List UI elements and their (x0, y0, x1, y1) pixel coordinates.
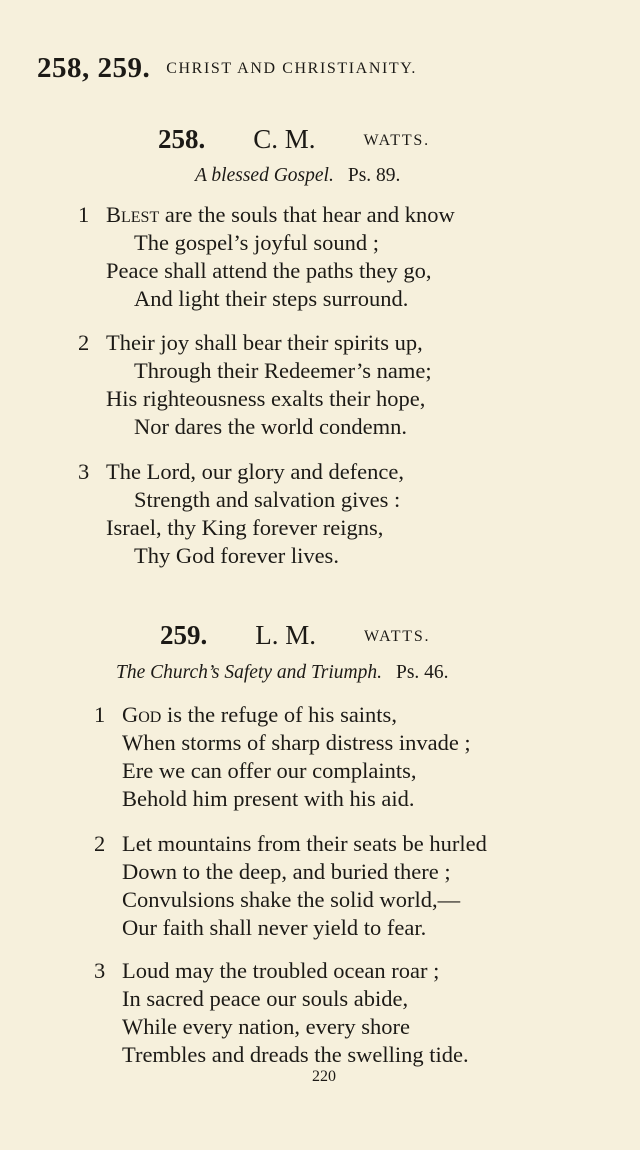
verse-number: 1 (94, 702, 106, 727)
verse-line: Loud may the troubled ocean roar ; (122, 958, 440, 983)
verse-first-word: Blest (106, 202, 160, 227)
verse-line: Blest are the souls that hear and know (106, 202, 455, 227)
verse-line: Israel, thy King forever reigns, (106, 515, 384, 540)
verse-line: Let mountains from their seats be hurled (122, 831, 487, 856)
hymn-258-heading (158, 124, 430, 155)
hymn-258-subtitle (195, 165, 400, 187)
verse-line: In sacred peace our souls abide, (122, 986, 409, 1011)
verse-line: Behold him present with his aid. (122, 786, 415, 811)
hymn-259-subtitle (116, 662, 449, 684)
running-head-numbers: 258, 259. (37, 52, 151, 84)
verse-line: Our faith shall never yield to fear. (122, 915, 427, 940)
hymn-author: WATTS. (363, 132, 430, 149)
verse-line: The gospel’s joyful sound ; (134, 230, 379, 255)
verse-line: God is the refuge of his saints, (122, 702, 397, 727)
verse-first-word: God (122, 702, 162, 727)
verse-number: 2 (78, 330, 90, 355)
verse-line: Down to the deep, and buried there ; (122, 859, 451, 884)
running-head (37, 52, 417, 85)
verse-line: Convulsions shake the solid world,— (122, 887, 461, 912)
hymn-259-heading (160, 620, 430, 651)
hymn-number: 258. (158, 124, 206, 154)
hymn-reference: Ps. 46. (395, 662, 449, 683)
hymn-subtitle-text: The Church’s Safety and Triumph. (116, 662, 382, 683)
verse-number: 3 (94, 958, 106, 983)
verse-line: Nor dares the world condemn. (134, 414, 408, 439)
hymn-meter: C. M. (253, 124, 316, 154)
hymn-number: 259. (160, 620, 208, 650)
hymn-reference: Ps. 89. (347, 165, 401, 186)
verse-line: While every nation, every shore (122, 1014, 411, 1039)
verse-line: Peace shall attend the paths they go, (106, 258, 432, 283)
hymn-author: WATTS. (364, 628, 431, 645)
verse-line: Their joy shall bear their spirits up, (106, 330, 423, 355)
verse-line: Thy God forever lives. (134, 543, 339, 568)
page-number: 220 (312, 1068, 336, 1085)
verse-line: Trembles and dreads the swelling tide. (122, 1042, 469, 1067)
verse-line: Strength and salvation gives : (134, 487, 401, 512)
verse-line: His righteousness exalts their hope, (106, 386, 426, 411)
verse-line: When storms of sharp distress invade ; (122, 730, 471, 755)
verse-line: Ere we can offer our complaints, (122, 758, 417, 783)
verse-line: The Lord, our glory and defence, (106, 459, 405, 484)
hymn-subtitle-text: A blessed Gospel. (195, 165, 334, 186)
verse-line: And light their steps surround. (134, 286, 409, 311)
running-head-title: CHRIST AND CHRISTIANITY. (166, 60, 417, 77)
verse-number: 1 (78, 202, 90, 227)
hymn-meter: L. M. (255, 620, 316, 650)
verse-number: 3 (78, 459, 90, 484)
verse-line: Through their Redeemer’s name; (134, 358, 432, 383)
verse-number: 2 (94, 831, 106, 856)
